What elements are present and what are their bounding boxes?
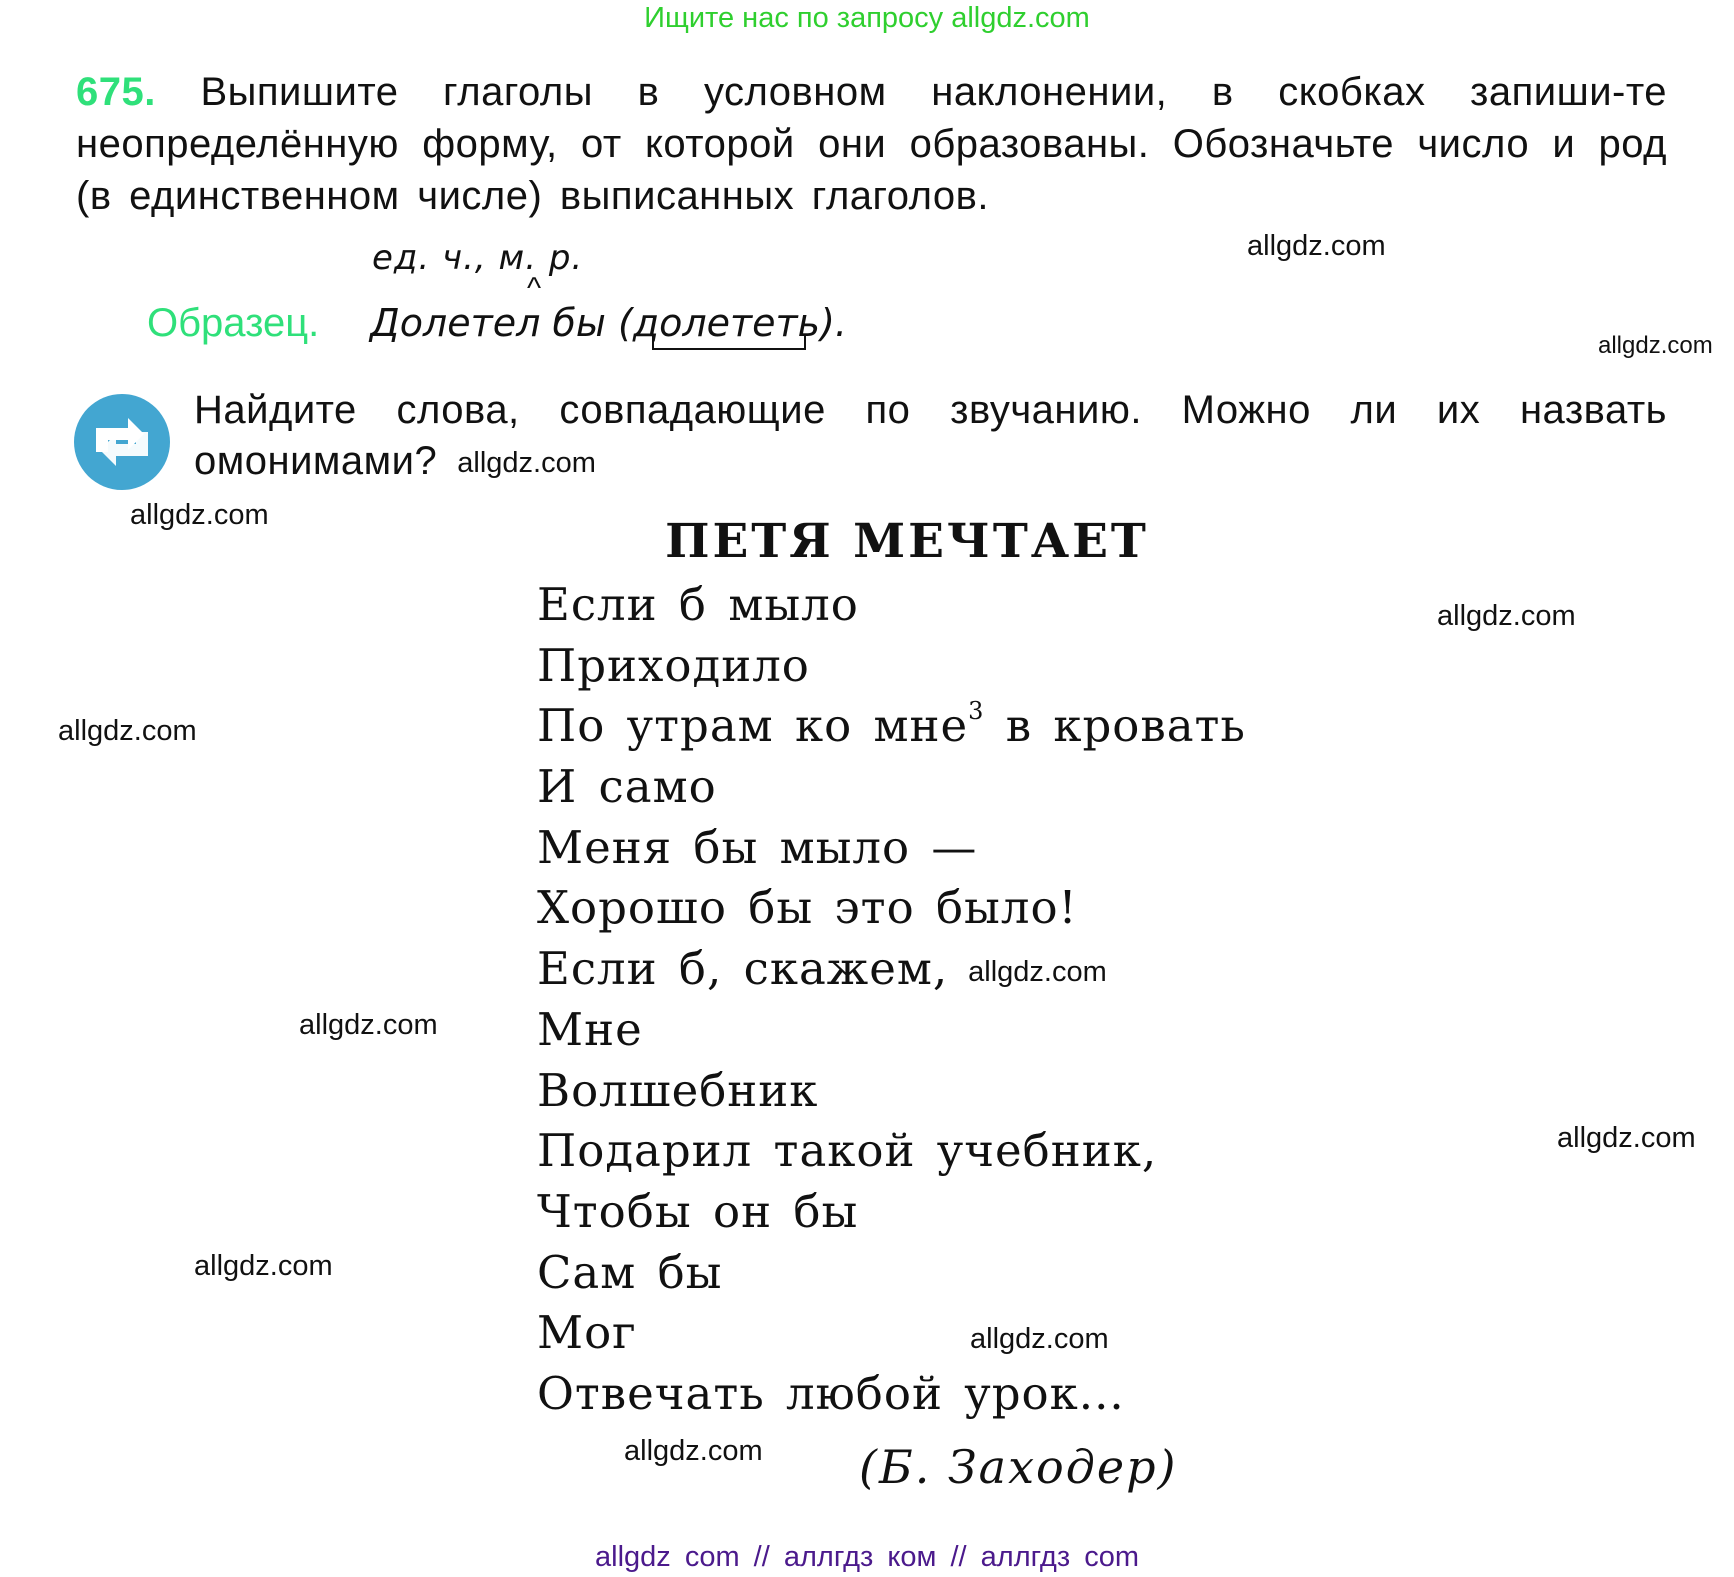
caret-mark: ^ <box>527 272 542 305</box>
watermark: allgdz.com <box>58 715 197 747</box>
question <box>194 385 1667 489</box>
poem-line-part: По утрам ко мне <box>537 699 969 753</box>
exchange-arrows-icon <box>74 394 170 490</box>
poem-line: И само <box>537 760 717 814</box>
question-text: Найдите слова, совпадающие по звучанию. Можно ли их назвать омонимами? <box>194 388 1667 483</box>
poem-line: Если б мыло <box>537 578 859 631</box>
poem-line: Хорошо бы это было! <box>537 881 1078 935</box>
poem-line <box>537 939 1246 1000</box>
watermark: allgdz.com <box>1247 230 1386 262</box>
poem <box>537 575 1246 1425</box>
poem-author: (Б. Заходер) <box>859 1440 1178 1494</box>
poem-line-part: в кровать <box>984 699 1246 753</box>
footnote-mark: 3 <box>968 697 985 726</box>
watermark: allgdz.com <box>1598 332 1713 359</box>
stem-mark <box>652 336 806 350</box>
watermark: allgdz.com <box>1437 600 1576 632</box>
sample-label: Образец. <box>147 301 320 345</box>
watermark: allgdz.com <box>130 499 269 531</box>
poem-line: Отвечать любой урок... <box>537 1366 1125 1420</box>
task-text <box>76 66 1667 222</box>
watermark: allgdz.com <box>624 1435 763 1467</box>
watermark: allgdz.com <box>194 1250 333 1282</box>
poem-line: Приходило <box>537 638 810 692</box>
poem-line: Сам бы <box>537 1245 723 1299</box>
top-banner: Ищите нас по запросу allgdz.com <box>644 2 1090 34</box>
watermark: allgdz.com <box>1557 1122 1696 1154</box>
poem-line: Волшебник <box>537 1063 819 1117</box>
sample-text: Долетел бы (долететь). <box>370 301 847 345</box>
poem-line: Меня бы мыло — <box>537 820 978 874</box>
task-number: 675. <box>76 70 156 114</box>
footer-links: allgdz com // аллгдз ком // аллгдз com <box>595 1541 1139 1573</box>
poem-title: ПЕТЯ МЕЧТАЕТ <box>665 514 1149 569</box>
poem-line: Чтобы он бы <box>537 1184 859 1238</box>
poem-line: Подарил такой учебник, <box>537 1124 1158 1178</box>
watermark: allgdz.com <box>299 1009 438 1041</box>
watermark: allgdz.com <box>457 446 596 479</box>
poem-line-part: Если б, скажем, <box>537 942 949 996</box>
poem-line: Мог <box>537 1306 637 1360</box>
watermark: allgdz.com <box>968 956 1107 989</box>
task-instructions: Выпишите глаголы в условном наклонении, в скобках запиши-те неопределённую форму, от которой они образованы. Обозначьте число и род (в единственном числе) выписанных глаголов. <box>76 70 1667 218</box>
poem-line: Мне <box>537 1002 643 1056</box>
watermark: allgdz.com <box>970 1323 1109 1355</box>
grammar-note: ед. ч., м. р. <box>372 238 584 278</box>
poem-line <box>537 696 1246 757</box>
